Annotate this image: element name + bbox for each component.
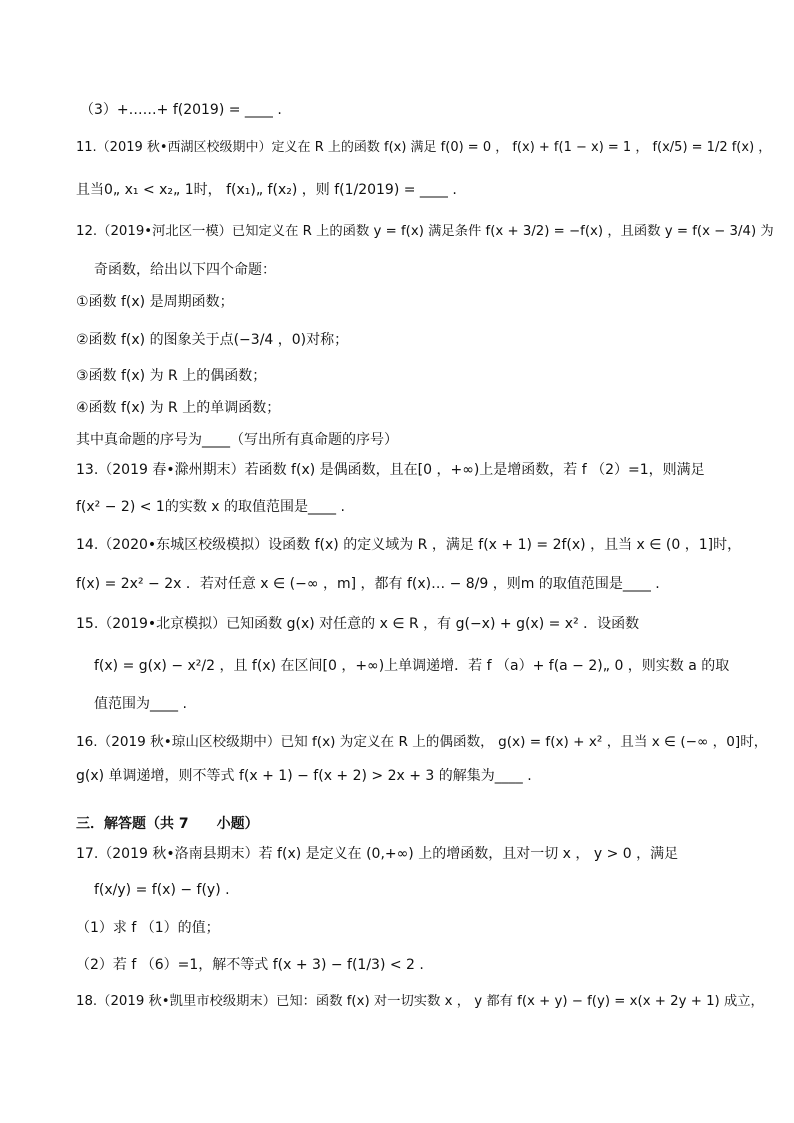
q13-line1: 13.（2019 春•滁州期末）若函数 f(x) 是偶函数，且在[0 ，+∞)上是增函数，若 f （2）=1，则满足 (76, 462, 705, 478)
q15-line3: 值范围为____ . (94, 696, 187, 712)
q12-prop4: ④函数 f(x) 为 R 上的单调函数； (76, 400, 281, 416)
q12-prop2: ②函数 f(x) 的图象关于点(−3/4 ，0)对称； (76, 332, 349, 348)
q17-line2: f(x/y) = f(x) − f(y) . (94, 882, 230, 898)
section-heading: 三．解答题（共 7 小题） (76, 816, 259, 832)
q17-part1: （1）求 f （1）的值； (76, 920, 220, 936)
q12-line2: 奇函数，给出以下四个命题： (94, 262, 276, 278)
q12-answer: 其中真命题的序号为____（写出所有真命题的序号） (76, 432, 398, 448)
q12-line1: 12.（2019•河北区一模）已知定义在 R 上的函数 y = f(x) 满足条件 f(x + 3/2) = −f(x) ，且函数 y = f(x − 3/4) 为 (76, 224, 774, 239)
q10-part3: （3）+……+ f(2019) = ____ . (80, 102, 282, 118)
q15-line1: 15.（2019•北京模拟）已知函数 g(x) 对任意的 x ∈ R ，有 g(−x) + g(x) = x² ．设函数 (76, 616, 640, 632)
q14-line2: f(x) = 2x² − 2x ．若对任意 x ∈ (−∞ ，m] ，都有 f(x)… − 8/9 ，则m 的取值范围是____ . (76, 576, 660, 592)
q12-prop1: ①函数 f(x) 是周期函数； (76, 294, 234, 310)
q11-line2: 且当0„ x₁ < x₂„ 1时， f(x₁)„ f(x₂) ，则 f(1/2019) = ____ . (76, 182, 457, 198)
q14-line1: 14.（2020•东城区校级模拟）设函数 f(x) 的定义域为 R ，满足 f(x + 1) = 2f(x) ，且当 x ∈ (0 ，1]时， (76, 537, 742, 553)
q18-line1: 18.（2019 秋•凯里市校级期末）已知：函数 f(x) 对一切实数 x ， y 都有 f(x + y) − f(y) = x(x + 2y + 1) 成立， (76, 994, 764, 1009)
q13-line2: f(x² − 2) < 1的实数 x 的取值范围是____ . (76, 499, 345, 515)
q17-part2: （2）若 f （6）=1，解不等式 f(x + 3) − f(1/3) < 2 . (76, 957, 424, 973)
q15-line2: f(x) = g(x) − x²/2 ，且 f(x) 在区间[0 ，+∞)上单调递增．若 f （a）+ f(a − 2)„ 0 ，则实数 a 的取 (94, 658, 730, 674)
q12-prop3: ③函数 f(x) 为 R 上的偶函数； (76, 368, 267, 384)
q16-line2: g(x) 单调递增，则不等式 f(x + 1) − f(x + 2) > 2x + 3 的解集为____ . (76, 768, 532, 784)
q17-line1: 17.（2019 秋•洛南县期末）若 f(x) 是定义在 (0,+∞) 上的增函数，且对一切 x ， y > 0 ，满足 (76, 846, 679, 862)
q11-line1: 11.（2019 秋•西湖区校级期中）定义在 R 上的函数 f(x) 满足 f(0) = 0 ， f(x) + f(1 − x) = 1 ， f(x/5) = 1/2 f(x) ， (76, 140, 772, 155)
q16-line1: 16.（2019 秋•琼山区校级期中）已知 f(x) 为定义在 R 上的偶函数， g(x) = f(x) + x² ，且当 x ∈ (−∞ ，0]时， (76, 734, 768, 750)
